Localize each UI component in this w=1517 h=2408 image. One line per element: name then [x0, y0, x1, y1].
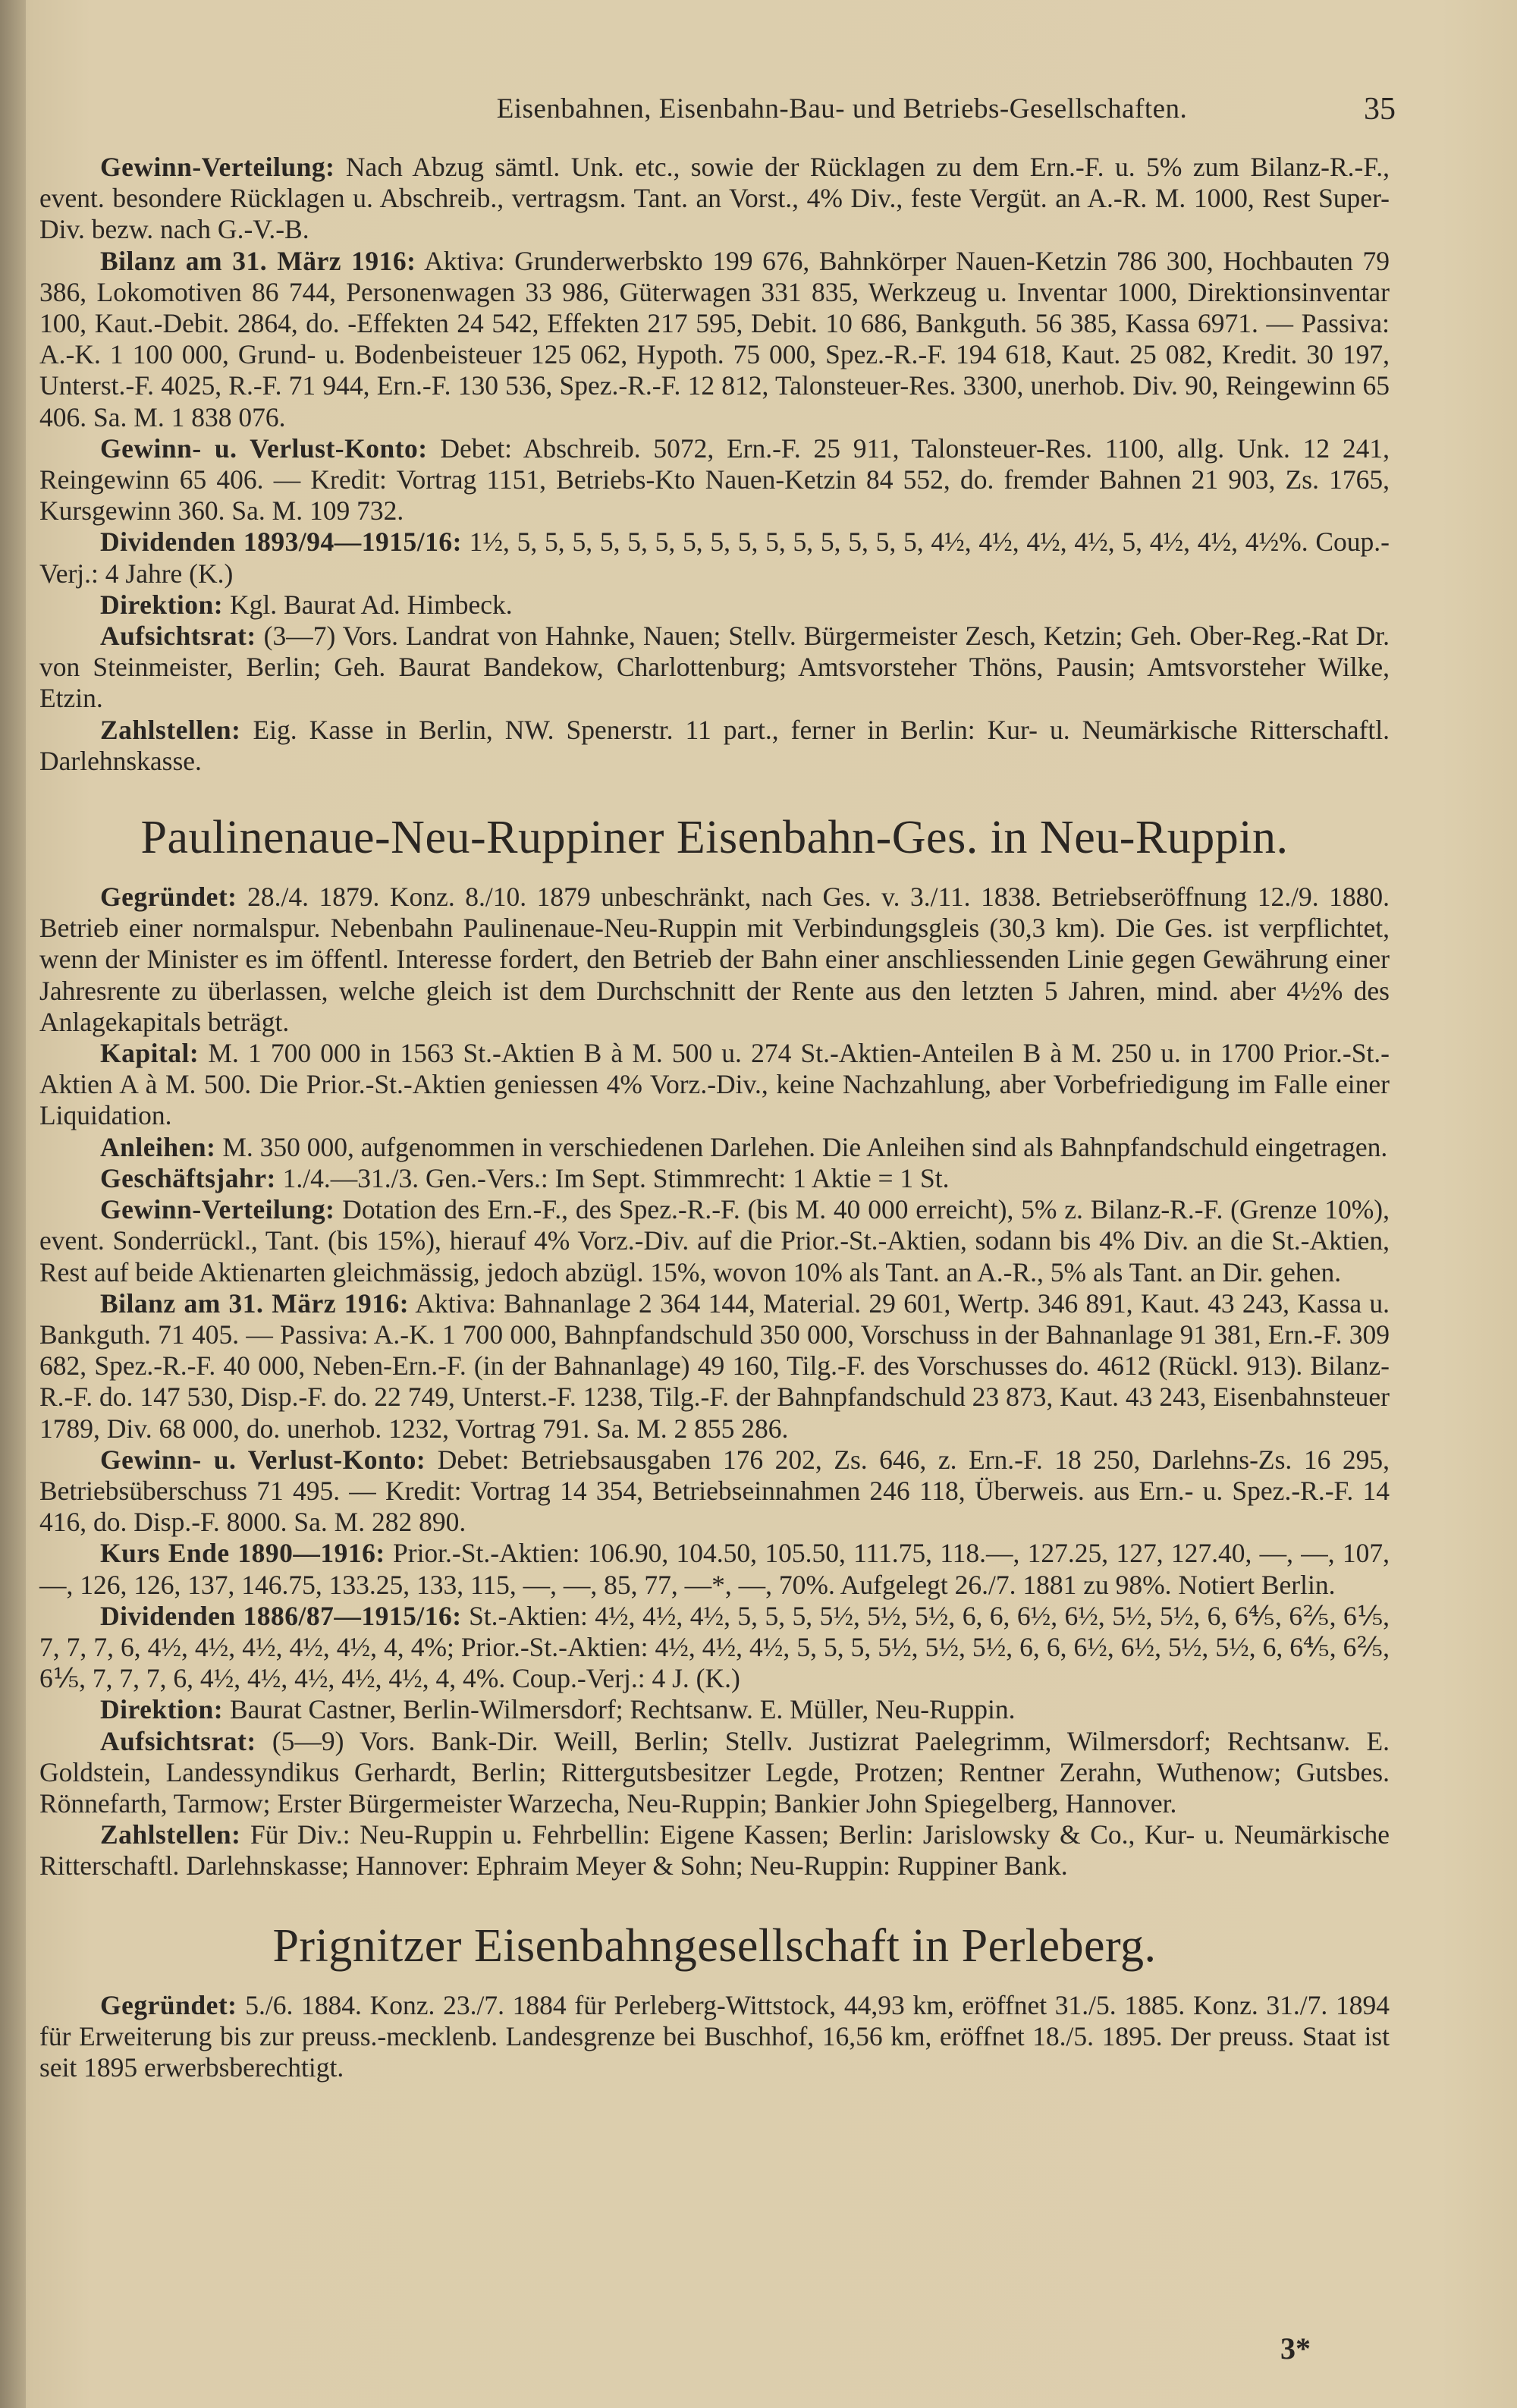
- entry-gegruendet: [39, 1990, 1390, 2084]
- entry-label: Bilanz am 31. März 1916:: [100, 245, 416, 276]
- entry-label: Gewinn-Verteilung:: [100, 152, 335, 182]
- entry-text: Kgl. Baurat Ad. Himbeck.: [230, 589, 513, 620]
- entry-text: Dotation des Ern.-F., des Spez.-R.-F. (bis M. 40 000 erreicht), 5% z. Bilanz-R.-F. (Grenze 10%), event. Sonderrückl., Tant. (bis 15%), hierauf 4% Vorz.-Div. auf die Prior.-St.-Aktien, sodann bis 4% Div. an die St.-Aktien, Rest auf beide Aktienarten gleichmässig, jedoch abzügl. 15%, wovon 10% als Tant. an A.-R., 5% als Tant. an Dir. gehen.: [39, 1194, 1390, 1287]
- entry-direktion: [39, 589, 1390, 621]
- entry-text: Aktiva: Grunderwerbskto 199 676, Bahnkörper Nauen-Ketzin 786 300, Hochbauten 79 386, Lokomotiven 86 744, Personenwagen 33 986, Güterwagen 331 835, Werkzeug u. Inventar 1000, Direktionsinventar 100, Kaut.-Debit. 2864, do. -Effekten 24 542, Effekten 217 595, Debit. 10 686, Bankguth. 56 385, Kassa 6971. — Passiva: A.-K. 1 100 000, Grund- u. Bodenbeisteuer 125 062, Hypoth. 75 000, Spez.-R.-F. 194 618, Kaut. 25 082, Kredit. 30 197, Unterst.-F. 4025, R.-F. 71 944, Ern.-F. 130 536, Spez.-R.-F. 12 812, Talonsteuer-Res. 3300, unerhob. Div. 90, Reingewinn 65 406. Sa. M. 1 838 076.: [39, 245, 1390, 432]
- entry-text: Aktiva: Bahnanlage 2 364 144, Material. 29 601, Wertp. 346 891, Kaut. 43 243, Kassa u. Bankguth. 71 405. — Passiva: A.-K. 1 700 000, Bahnpfandschuld 350 000, Vorschuss in der Bahnanlage 91 381, Ern.-F. 309 682, Spez.-R.-F. 40 000, Neben-Ern.-F. (in der Bahnanlage) 49 160, Tilg.-F. des Vorschusses do. 4612 (Rückl. 913). Bilanz-R.-F. do. 147 530, Disp.-F. do. 22 749, Unterst.-F. 1238, Tilg.-F. der Bahnpfandschuld 23 873, Kaut. 43 243, Eisenbahnsteuer 1789, Div. 68 000, do. unerhob. 1232, Vortrag 791. Sa. M. 2 855 286.: [39, 1287, 1390, 1444]
- page-number: 35: [1364, 92, 1396, 127]
- entry-label: Aufsichtsrat:: [100, 1725, 256, 1756]
- entry-text: (5—9) Vors. Bank-Dir. Weill, Berlin; Stellv. Justizrat Paelegrimm, Wilmersdorf; Rechtsanw. E. Goldstein, Landessyndikus Gerhardt, Berlin; Rittergutsbesitzer Legde, Protzen; Rentner Zerahn, Wuthenow; Gutsbes. Rönnefarth, Tarmow; Erster Bürgermeister Warzecha, Neu-Ruppin; Bankier John Spiegelberg, Hannover.: [39, 1725, 1390, 1819]
- entry-text: 5./6. 1884. Konz. 23./7. 1884 für Perleberg-Wittstock, 44,93 km, eröffnet 31./5. 1885. Konz. 31./7. 1894 für Erweiterung bis zur preuss.-mecklenb. Landesgrenze bei Buschhof, 16,56 km, eröffnet 18./5. 1895. Der preuss. Staat ist seit 1895 erwerbsberechtigt.: [39, 1989, 1390, 2083]
- entry-zahlstellen: [39, 715, 1390, 777]
- entry-label: Gegründet:: [100, 1989, 237, 2020]
- entry-label: Dividenden 1886/87—1915/16:: [100, 1600, 462, 1631]
- entry-label: Gegründet:: [100, 882, 237, 913]
- entry-text: M. 1 700 000 in 1563 St.-Aktien B à M. 500 u. 274 St.-Aktien-Anteilen B à M. 250 u. in 1700 Prior.-St.-Aktien A à M. 500. Die Prior.-St.-Aktien geniessen 4% Vorz.-Div., keine Nachzahlung, aber Vorbefriedigung im Falle einer Liquidation.: [39, 1038, 1390, 1131]
- entry-label: Kurs Ende 1890—1916:: [100, 1538, 385, 1569]
- entry-label: Kapital:: [100, 1038, 199, 1069]
- entry-aufsichtsrat: [39, 1726, 1390, 1820]
- entry-dividenden: [39, 1601, 1390, 1695]
- entry-gegruendet: [39, 882, 1390, 1038]
- entry-text: (3—7) Vors. Landrat von Hahnke, Nauen; Stellv. Bürgermeister Zesch, Ketzin; Geh. Ober-Reg.-Rat Dr. von Steinmeister, Berlin; Geh. Baurat Bandekow, Charlottenburg; Amtsvorsteher Thöns, Pausin; Amtsvorsteher Wilke, Etzin.: [39, 621, 1390, 714]
- entry-gewinn-verteilung: [39, 152, 1390, 246]
- section-prignitzer-perleberg: [39, 1919, 1390, 2084]
- entry-label: Anleihen:: [100, 1131, 216, 1162]
- entry-bilanz: [39, 1288, 1390, 1444]
- entry-text: 28./4. 1879. Konz. 8./10. 1879 unbeschränkt, nach Ges. v. 3./11. 1838. Betriebseröffnung 12./9. 1880. Betrieb einer normalspur. Nebenbahn Paulinenaue-Neu-Ruppin mit Verbindungsgleis (30,3 km). Die Ges. ist verpflichtet, wenn der Minister es im öffentl. Interesse fordert, den Betrieb der Bahn einer anschliessenden Linie gegen Gewährung einer Jahresrente zu überlassen, welche gleich ist dem Durchschnitt der Rente aus den letzten 5 Jahren, mind. aber 4½% des Anlagekapitals beträgt.: [39, 882, 1390, 1037]
- entry-label: Gewinn- u. Verlust-Konto:: [100, 432, 428, 464]
- entry-geschaeftsjahr: [39, 1163, 1390, 1194]
- company-title: Paulinenaue-Neu-Ruppiner Eisenbahn-Ges. in Neu-Ruppin.: [140, 812, 1289, 864]
- entry-kapital: [39, 1038, 1390, 1132]
- entry-text: Debet: Abschreib. 5072, Ern.-F. 25 911, Talonsteuer-Res. 1100, allg. Unk. 12 241, Reingewinn 65 406. — Kredit: Vortrag 1151, Betriebs-Kto Nauen-Ketzin 84 552, do. fremder Bahnen 21 903, Zs. 1765, Kursgewinn 360. Sa. M. 109 732.: [39, 432, 1390, 527]
- page-body: [39, 152, 1390, 2083]
- entry-label: Zahlstellen:: [100, 714, 241, 745]
- entry-label: Direktion:: [100, 1694, 224, 1725]
- entry-label: Geschäftsjahr:: [100, 1162, 276, 1193]
- entry-label: Dividenden 1893/94—1915/16:: [100, 527, 462, 558]
- entry-text: Debet: Betriebsausgaben 176 202, Zs. 646, z. Ern.-F. 18 250, Darlehns-Zs. 16 295, Betriebsüberschuss 71 495. — Kredit: Vortrag 14 354, Betriebseinnahmen 246 118, Überweis. aus Ern.- u. Spez.-R.-F. 14 416, do. Disp.-F. 8000. Sa. M. 282 890.: [39, 1444, 1390, 1538]
- entry-aufsichtsrat: [39, 621, 1390, 715]
- entry-dividenden: [39, 527, 1390, 589]
- entry-text: Prior.-St.-Aktien: 106.90, 104.50, 105.50, 111.75, 118.—, 127.25, 127, 127.40, —, —, 107, —, 126, 126, 137, 146.75, 133.25, 133, 115, —, —, 85, 77, —*, —, 70%. Aufgelegt 26./7. 1881 zu 98%. Notiert Berlin.: [39, 1538, 1390, 1600]
- entry-label: Gewinn- u. Verlust-Konto:: [100, 1444, 426, 1475]
- entry-gewinn-verteilung: [39, 1194, 1390, 1288]
- entry-text: Für Div.: Neu-Ruppin u. Fehrbellin: Eigene Kassen; Berlin: Jarislowsky & Co., Kur- u. Neumärkische Ritterschaftl. Darlehnskasse; Hannover: Ephraim Meyer & Sohn; Neu-Ruppin: Ruppiner Bank.: [39, 1819, 1390, 1881]
- company-title: Prignitzer Eisenbahngesellschaft in Perleberg.: [272, 1919, 1157, 1972]
- entry-text: M. 350 000, aufgenommen in verschiedenen Darlehen. Die Anleihen sind als Bahnpfandschuld eingetragen.: [222, 1131, 1388, 1162]
- entry-label: Direktion:: [100, 589, 224, 620]
- entry-bilanz: [39, 246, 1390, 433]
- entry-text: 1./4.—31./3. Gen.-Vers.: Im Sept. Stimmrecht: 1 Aktie = 1 St.: [282, 1162, 950, 1193]
- entry-anleihen: [39, 1132, 1390, 1163]
- entry-gewinn-verlust: [39, 1444, 1390, 1539]
- entry-gewinn-verlust: [39, 433, 1390, 527]
- entry-text: Nach Abzug sämtl. Unk. etc., sowie der Rücklagen zu dem Ern.-F. u. 5% zum Bilanz-R.-F., event. besondere Rücklagen u. Abschreib., vertragsm. Tant. an Vorst., 4% Div., feste Vergüt. an A.-R. M. 1000, Rest Super-Div. bezw. nach G.-V.-B.: [39, 152, 1390, 245]
- entry-text: 1½, 5, 5, 5, 5, 5, 5, 5, 5, 5, 5, 5, 5, 5, 5, 5, 4½, 4½, 4½, 4½, 5, 4½, 4½, 4½%. Coup.-Verj.: 4 Jahre (K.): [39, 527, 1390, 589]
- signature-mark: 3*: [1280, 2331, 1311, 2366]
- running-head: Eisenbahnen, Eisenbahn-Bau- und Betriebs-Gesellschaften.: [496, 93, 1188, 124]
- entry-label: Zahlstellen:: [100, 1819, 241, 1850]
- section-paulinenaue-neu-ruppin: [39, 810, 1390, 1882]
- section-previous-company: [39, 152, 1390, 777]
- entry-label: Bilanz am 31. März 1916:: [100, 1287, 410, 1319]
- entry-zahlstellen: [39, 1819, 1390, 1881]
- entry-kurs: [39, 1538, 1390, 1600]
- entry-text: Baurat Castner, Berlin-Wilmersdorf; Rechtsanw. E. Müller, Neu-Ruppin.: [230, 1694, 1016, 1725]
- entry-label: Gewinn-Verteilung:: [100, 1194, 335, 1225]
- entry-label: Aufsichtsrat:: [100, 621, 256, 652]
- entry-text: Eig. Kasse in Berlin, NW. Spenerstr. 11 part., ferner in Berlin: Kur- u. Neumärkische Ritterschaftl. Darlehnskasse.: [39, 714, 1390, 776]
- entry-direktion: [39, 1694, 1390, 1725]
- book-spine-shadow: [0, 0, 26, 2408]
- entry-text: St.-Aktien: 4½, 4½, 4½, 5, 5, 5, 5½, 5½, 5½, 6, 6, 6½, 6½, 5½, 5½, 6, 6⅘, 6⅖, 6⅕, 7, 7, 7, 6, 4½, 4½, 4½, 4½, 4½, 4, 4%; Prior.-St.-Aktien: 4½, 4½, 4½, 5, 5, 5, 5½, 5½, 5½, 6, 6, 6½, 6½, 5½, 5½, 6, 6⅘, 6⅖, 6⅕, 7, 7, 7, 6, 4½, 4½, 4½, 4½, 4½, 4, 4%. Coup.-Verj.: 4 J. (K.): [39, 1600, 1390, 1694]
